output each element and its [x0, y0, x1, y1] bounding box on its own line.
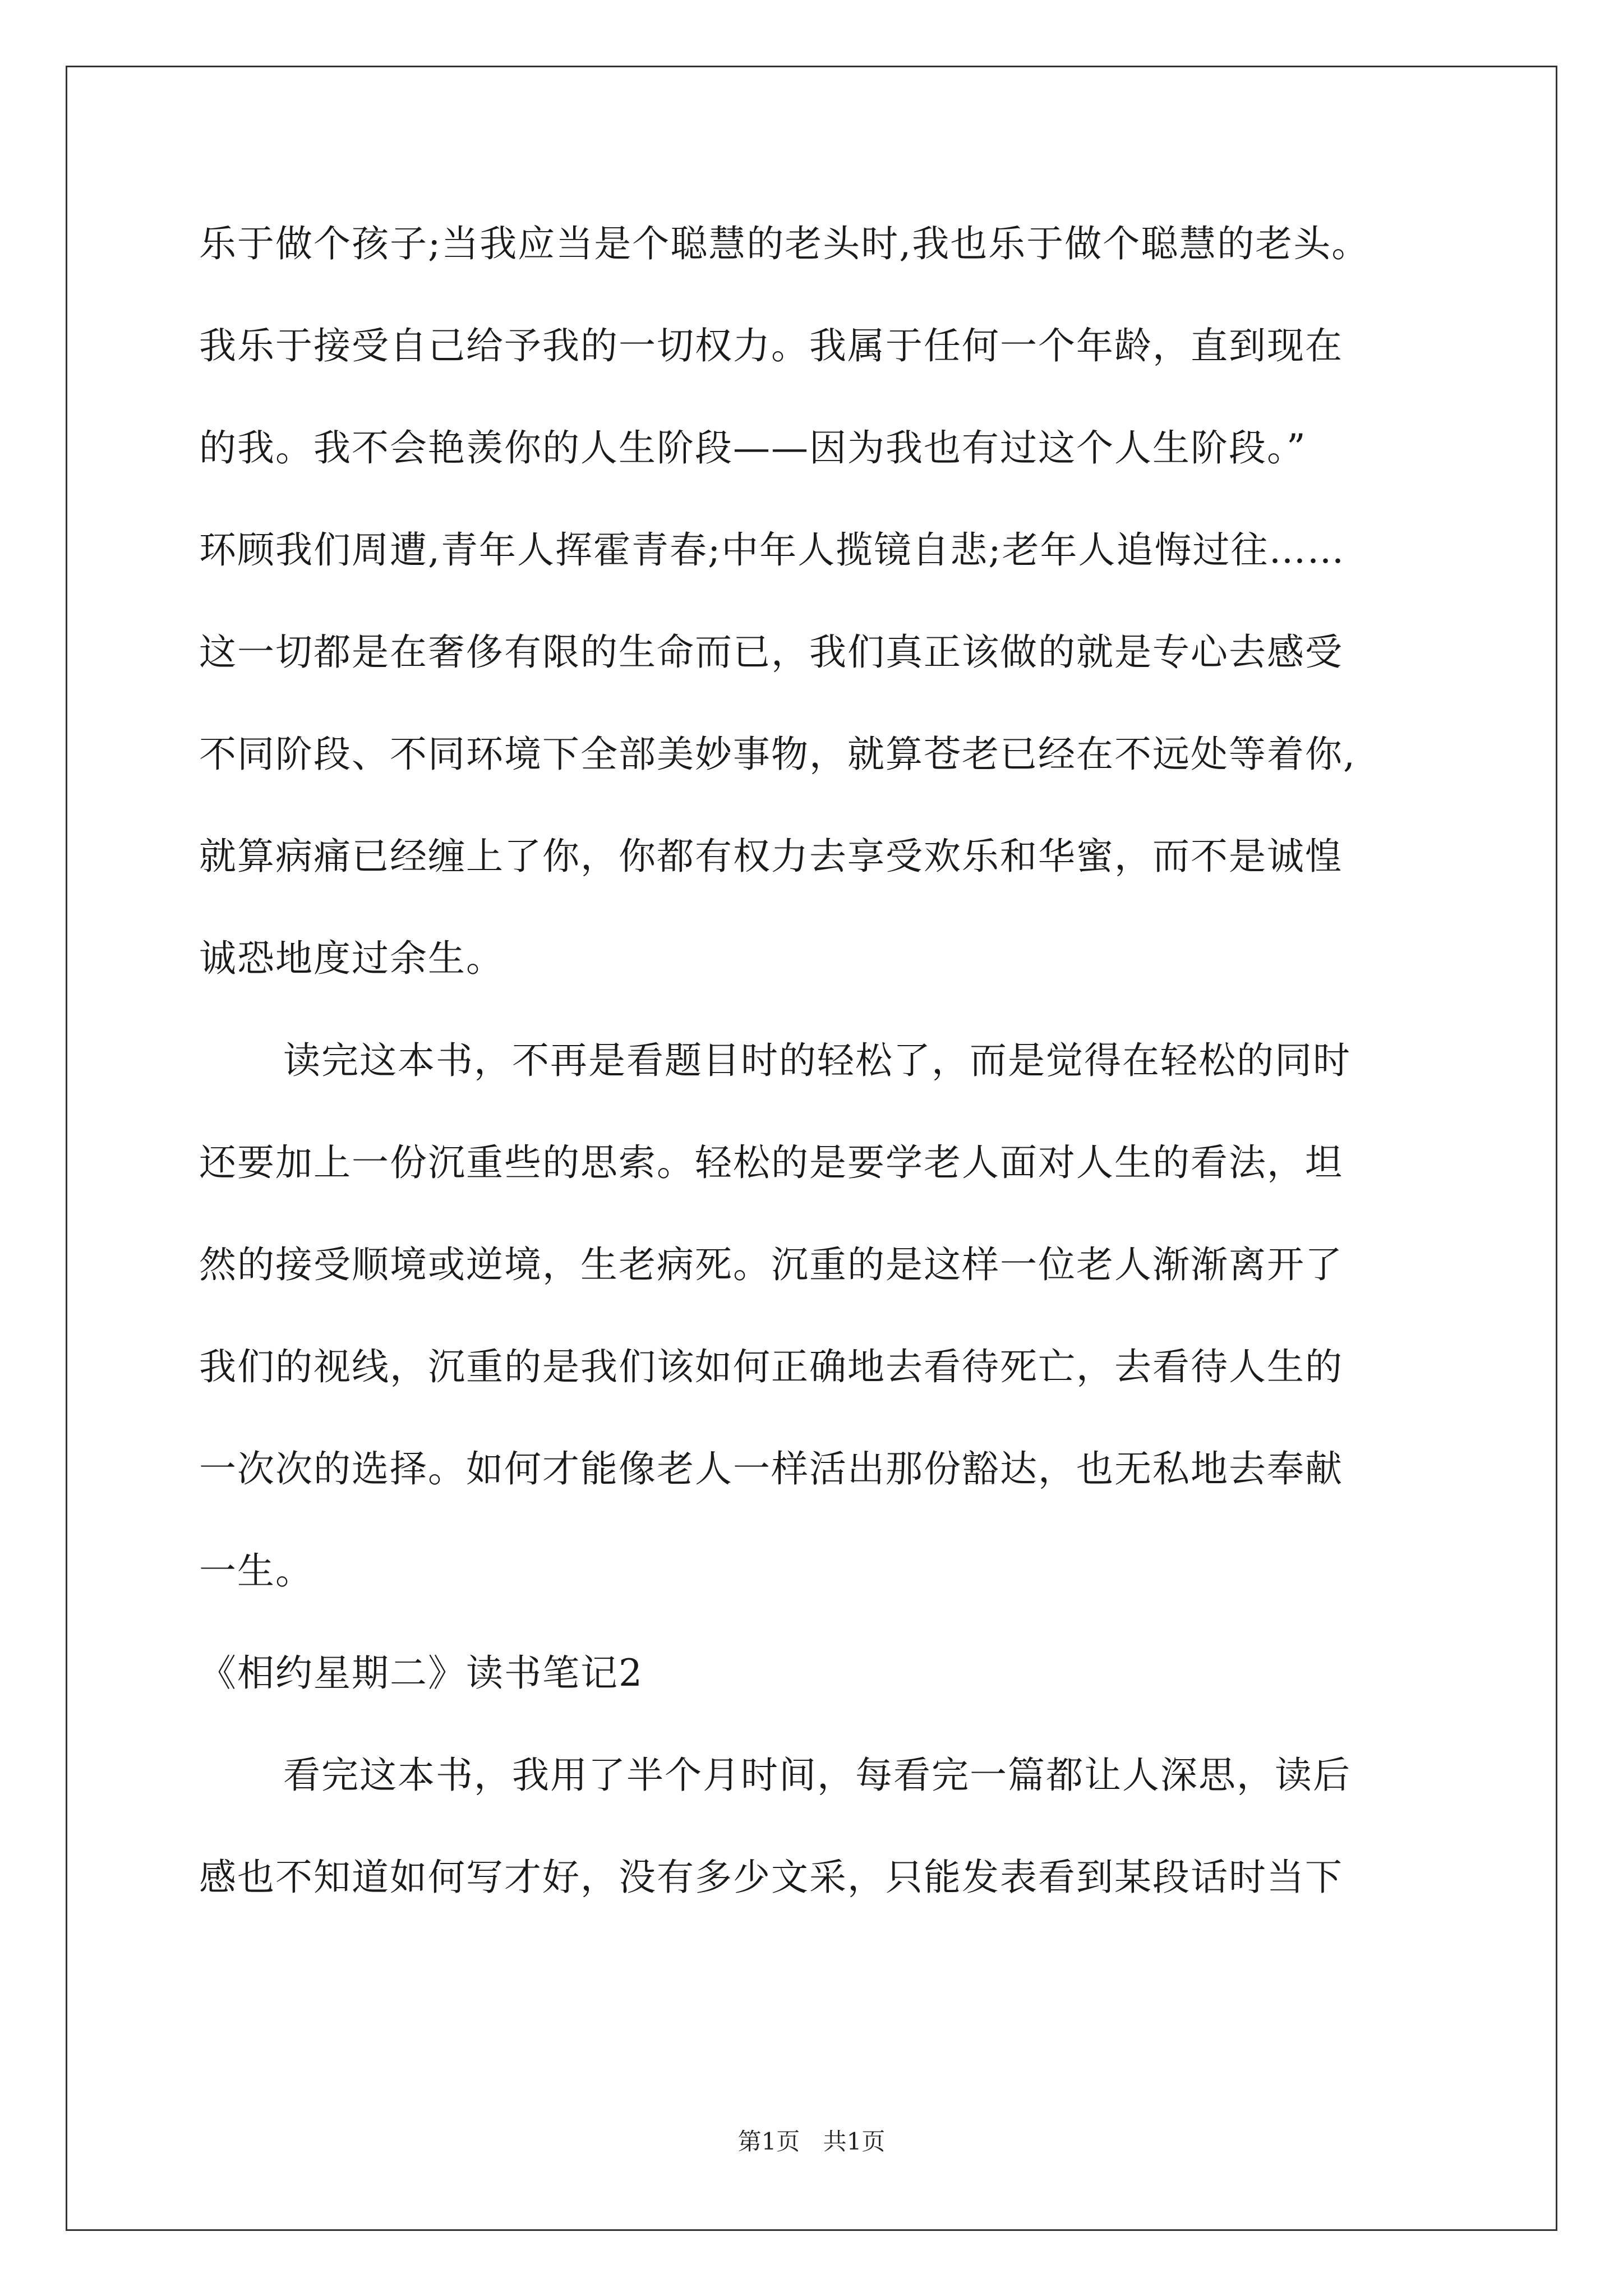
text-line: 一生。 [199, 1549, 313, 1593]
text-line: 我乐于接受自己给予我的一切权力。我属于任何一个年龄，直到现在 [199, 324, 1343, 367]
text-line: 这一切都是在奢侈有限的生命而已，我们真正该做的就是专心去感受 [199, 631, 1343, 674]
text-line: 还要加上一份沉重些的思索。轻松的是要学老人面对人生的看法，坦 [199, 1141, 1343, 1184]
text-line: 读完这本书，不再是看题目时的轻松了，而是觉得在轻松的同时 [283, 1039, 1351, 1082]
page-total: 共1页 [823, 2128, 886, 2155]
page-footer [0, 2125, 1623, 2159]
text-line: 的我。我不会艳羡你的人生阶段——因为我也有过这个人生阶段。” [199, 426, 1307, 470]
text-line: 环顾我们周遭,青年人挥霍青春;中年人揽镜自悲;老年人追悔过往…… [199, 528, 1345, 572]
text-line: 乐于做个孩子;当我应当是个聪慧的老头时,我也乐于做个聪慧的老头。 [199, 222, 1370, 265]
section-heading: 《相约星期二》读书笔记2 [199, 1651, 643, 1695]
text-line: 诚恐地度过余生。 [199, 937, 504, 980]
text-line: 看完这本书，我用了半个月时间，每看完一篇都让人深思，读后 [283, 1754, 1351, 1797]
text-line: 一次次的选择。如何才能像老人一样活出那份豁达，也无私地去奉献 [199, 1447, 1343, 1490]
page-number: 第1页 [737, 2128, 800, 2155]
text-line: 感也不知道如何写才好，没有多少文采，只能发表看到某段话时当下 [199, 1856, 1343, 1899]
text-line: 不同阶段、不同环境下全部美妙事物，就算苍老已经在不远处等着你, [199, 733, 1356, 776]
text-line: 我们的视线，沉重的是我们该如何正确地去看待死亡，去看待人生的 [199, 1345, 1343, 1388]
text-line: 然的接受顺境或逆境，生老病死。沉重的是这样一位老人渐渐离开了 [199, 1243, 1343, 1286]
text-line: 就算病痛已经缠上了你，你都有权力去享受欢乐和华蜜，而不是诚惶 [199, 835, 1343, 878]
